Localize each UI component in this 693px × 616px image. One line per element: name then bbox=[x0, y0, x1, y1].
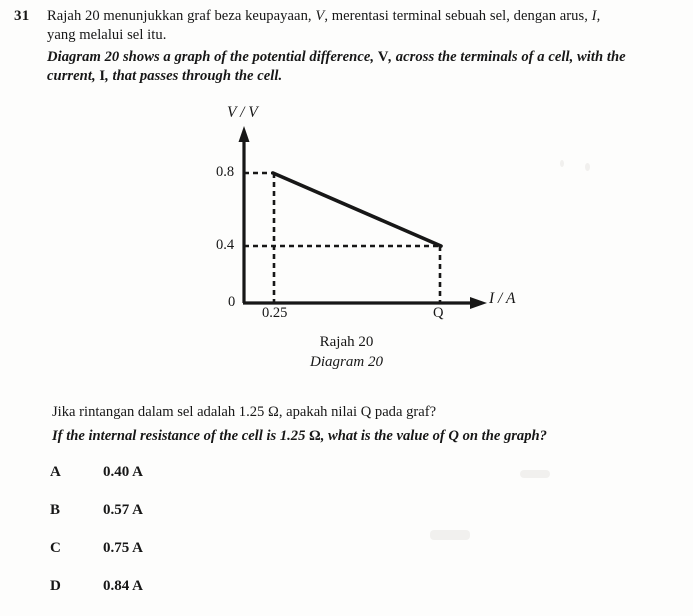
figure-caption-en: Diagram 20 bbox=[310, 354, 383, 370]
stem-en-line-2 bbox=[47, 67, 687, 86]
stem-ms-comma: , bbox=[596, 8, 601, 24]
followup-en-line bbox=[52, 424, 682, 448]
diagram-20-figure bbox=[0, 100, 693, 390]
followup-ms-line bbox=[52, 400, 682, 424]
followup-ms-text-b: , apakah nilai Q pada graf? bbox=[278, 404, 437, 420]
symbol-i: I bbox=[591, 8, 597, 24]
stem-en-text-d: , that passes through the cell. bbox=[105, 68, 283, 84]
stem-ms-line-1 bbox=[47, 7, 687, 26]
option-key-a: A bbox=[50, 464, 61, 480]
option-key-d: D bbox=[50, 578, 61, 594]
x-tick-label-0-25: 0.25 bbox=[262, 305, 288, 321]
ohm-symbol-en: Ω bbox=[309, 428, 321, 444]
y-tick-label-0-8: 0.8 bbox=[216, 164, 235, 180]
option-value-d: 0.84 A bbox=[103, 578, 144, 594]
answer-options bbox=[0, 462, 693, 614]
x-axis-arrowhead bbox=[470, 297, 487, 309]
stem-ms-text-a: Rajah 20 menunjukkan graf beza keupayaan, bbox=[47, 8, 316, 24]
y-axis-arrowhead bbox=[239, 126, 250, 142]
ohm-symbol-ms: Ω bbox=[268, 404, 279, 420]
stem-en-text-a: Diagram 20 shows a graph of the potential difference, bbox=[47, 49, 378, 65]
symbol-i-en: I bbox=[99, 68, 106, 84]
symbol-v-en: V bbox=[377, 49, 389, 65]
potential-difference-vs-current-graph bbox=[0, 100, 693, 330]
stem-ms-line-2: yang melalui sel itu. bbox=[47, 27, 167, 43]
stem-ms-text-b: , merentasi terminal sebuah sel, dengan arus, bbox=[324, 8, 592, 24]
x-tick-label-q: Q bbox=[433, 305, 444, 321]
option-row-a[interactable] bbox=[0, 462, 693, 500]
followup-question bbox=[52, 400, 682, 448]
option-value-c: 0.75 A bbox=[103, 540, 144, 556]
option-value-b: 0.57 A bbox=[103, 502, 144, 518]
followup-en-text-b: , what is the value of Q on the graph? bbox=[320, 428, 547, 444]
followup-ms-text-a: Jika rintangan dalam sel adalah 1.25 bbox=[52, 404, 268, 420]
y-tick-label-0-4: 0.4 bbox=[216, 237, 235, 253]
data-line-v-vs-i bbox=[273, 173, 441, 246]
option-row-b[interactable] bbox=[0, 500, 693, 538]
option-row-c[interactable] bbox=[0, 538, 693, 576]
option-key-c: C bbox=[50, 540, 61, 556]
origin-label-0: 0 bbox=[228, 294, 236, 310]
symbol-v: V bbox=[315, 8, 325, 24]
option-row-d[interactable] bbox=[0, 576, 693, 614]
question-stem bbox=[47, 7, 687, 86]
stem-en-text-b: , across the terminals of a cell, with the bbox=[388, 49, 626, 65]
figure-caption-ms: Rajah 20 bbox=[319, 334, 374, 350]
figure-caption bbox=[0, 332, 693, 372]
x-axis-label: I / A bbox=[489, 290, 516, 307]
y-axis-label: V / V bbox=[227, 104, 258, 121]
question-number: 31 bbox=[14, 8, 30, 24]
stem-en-text-c: current, bbox=[47, 68, 100, 84]
option-key-b: B bbox=[50, 502, 61, 518]
followup-en-text-a: If the internal resistance of the cell is 1.25 bbox=[52, 428, 310, 444]
option-value-a: 0.40 A bbox=[103, 464, 144, 480]
stem-en-line-1 bbox=[47, 48, 687, 67]
